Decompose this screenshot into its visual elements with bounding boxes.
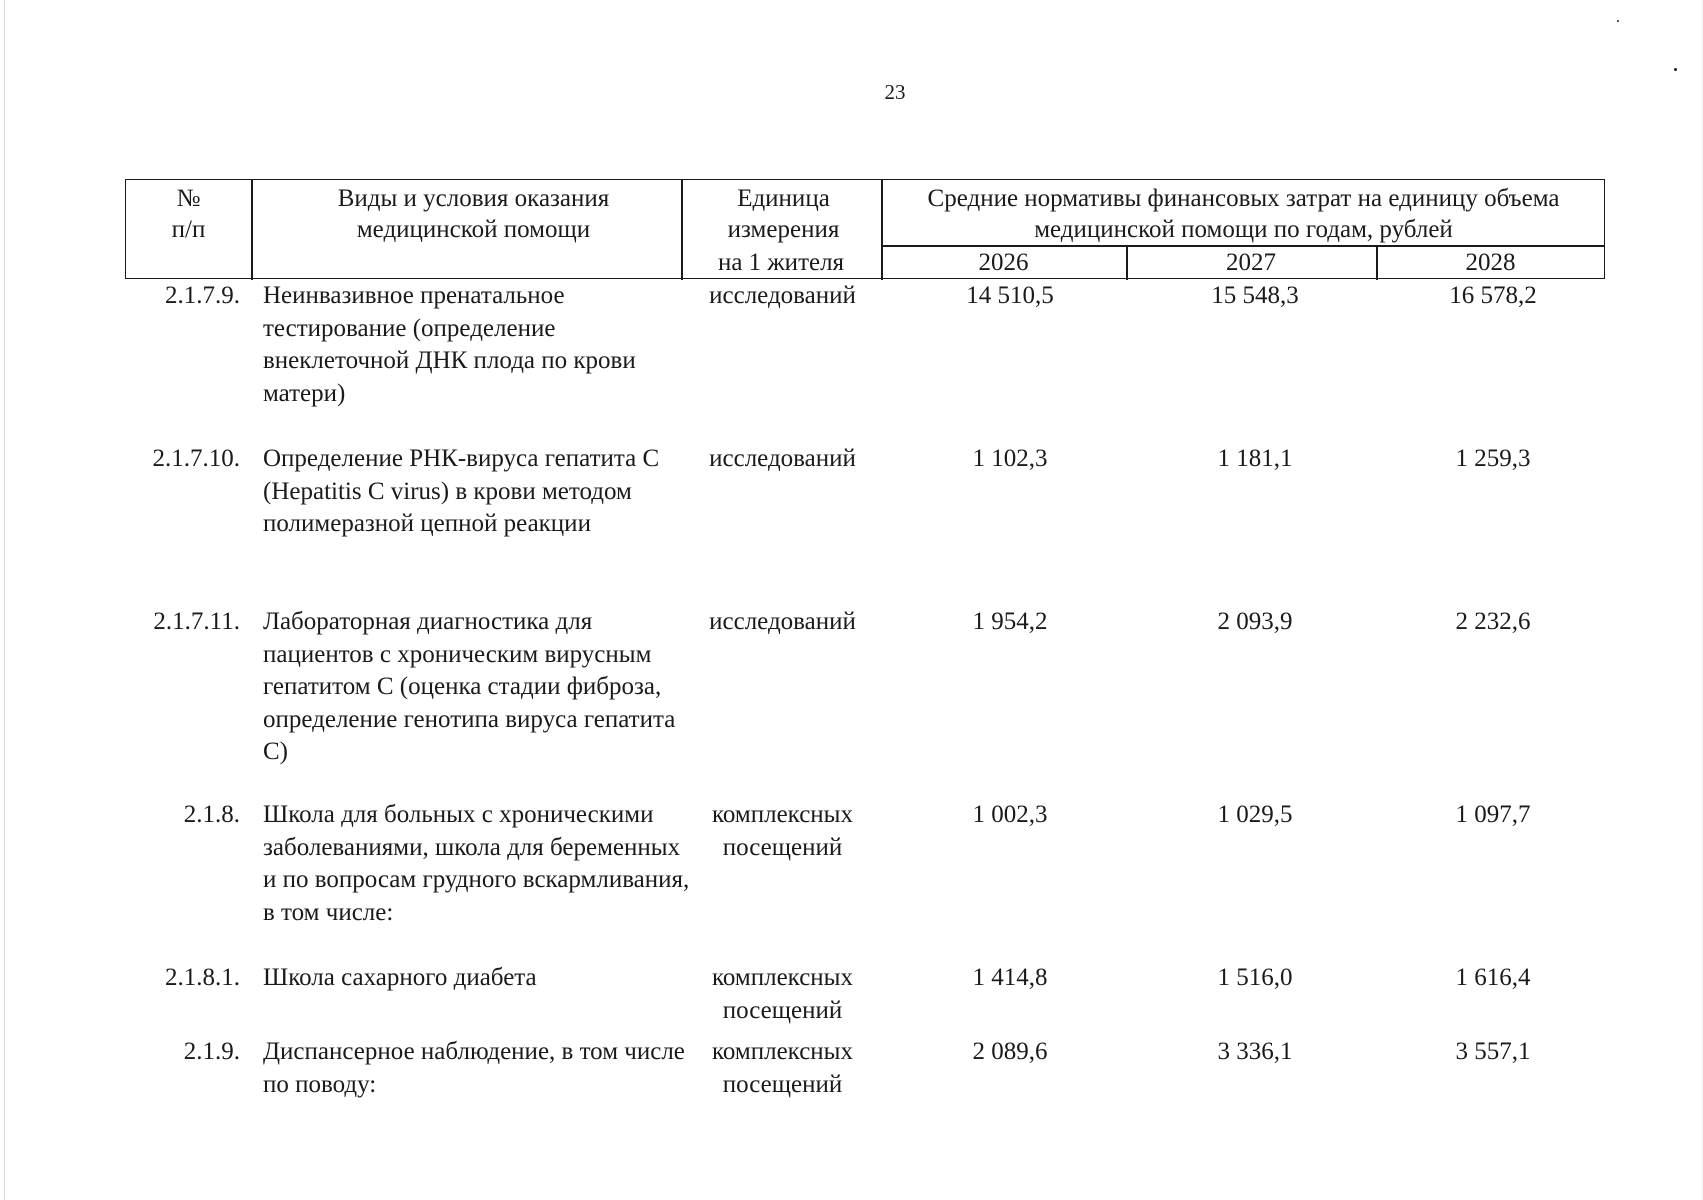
row-unit: исследований bbox=[709, 445, 856, 472]
row-number: 2.1.9. bbox=[183, 1038, 240, 1065]
row-name: Неинвазивное пренатальное тестирование (определение внеклеточной ДНК плода по крови матери) bbox=[263, 282, 636, 407]
row-value-2027: 1 181,1 bbox=[1217, 445, 1293, 472]
header-year-2026: 2026 bbox=[978, 249, 1029, 276]
row-value-2028: 2 232,6 bbox=[1455, 608, 1531, 635]
row-unit: комплексных посещений bbox=[712, 1038, 853, 1098]
header-year-2027: 2027 bbox=[1226, 249, 1276, 276]
header-unit-sub: на 1 жителя bbox=[717, 249, 845, 276]
page-number: 23 bbox=[884, 80, 906, 104]
row-value-2026: 1 102,3 bbox=[972, 445, 1048, 472]
row-value-2026: 1 414,8 bbox=[972, 964, 1048, 991]
row-value-2026: 14 510,5 bbox=[966, 282, 1054, 309]
row-value-2026: 2 089,6 bbox=[972, 1038, 1048, 1065]
row-value-2028: 16 578,2 bbox=[1449, 282, 1537, 309]
row-value-2027: 1 029,5 bbox=[1217, 801, 1293, 828]
header-type-column: Виды и условия оказания медицинской помощи bbox=[337, 185, 610, 243]
row-value-2026: 1 954,2 bbox=[972, 608, 1048, 635]
header-year-2028: 2028 bbox=[1465, 249, 1516, 276]
row-number: 2.1.7.9. bbox=[165, 282, 240, 309]
row-unit: комплексных посещений bbox=[712, 801, 853, 861]
row-value-2028: 3 557,1 bbox=[1455, 1038, 1531, 1065]
row-number: 2.1.7.11. bbox=[153, 608, 240, 635]
row-name: Определение РНК-вируса гепатита C (Hepatitis C virus) в крови методом полимеразной цепной реакции bbox=[263, 445, 660, 537]
header-number-column: № п/п bbox=[171, 185, 206, 243]
row-unit: исследований bbox=[709, 282, 856, 309]
row-unit: исследований bbox=[709, 608, 856, 635]
row-number: 2.1.8. bbox=[183, 801, 240, 828]
row-value-2028: 1 259,3 bbox=[1455, 445, 1531, 472]
scan-edge bbox=[4, 0, 5, 1200]
row-value-2027: 2 093,9 bbox=[1217, 608, 1293, 635]
row-number: 2.1.7.10. bbox=[152, 445, 240, 472]
scan-speck bbox=[1617, 20, 1619, 22]
row-number: 2.1.8.1. bbox=[165, 964, 240, 991]
row-name: Школа сахарного диабета bbox=[263, 964, 537, 991]
row-value-2028: 1 097,7 bbox=[1455, 801, 1531, 828]
row-name: Диспансерное наблюдение, в том числе по поводу: bbox=[263, 1038, 685, 1098]
table-header bbox=[125, 179, 1605, 279]
row-value-2028: 1 616,4 bbox=[1455, 964, 1531, 991]
row-value-2027: 1 516,0 bbox=[1217, 964, 1293, 991]
row-unit: комплексных посещений bbox=[712, 964, 853, 1024]
scan-speck bbox=[1674, 68, 1677, 71]
row-name: Лабораторная диагностика для пациентов с хроническим вирусным гепатитом C (оценка стадии фиброза, определение генотипа вируса гепатита C) bbox=[263, 608, 676, 765]
header-norms-column: Средние нормативы финансовых затрат на единицу объема медицинской помощи по годам, рублей bbox=[927, 185, 1560, 243]
header-unit-column: Единица измерения bbox=[727, 185, 840, 243]
row-value-2026: 1 002,3 bbox=[972, 801, 1048, 828]
row-name: Школа для больных с хроническими заболеваниями, школа для беременных и по вопросам грудного вскармливания, в том числе: bbox=[263, 801, 690, 926]
row-value-2027: 15 548,3 bbox=[1211, 282, 1299, 309]
header-divider bbox=[251, 180, 253, 280]
row-value-2027: 3 336,1 bbox=[1217, 1038, 1293, 1065]
